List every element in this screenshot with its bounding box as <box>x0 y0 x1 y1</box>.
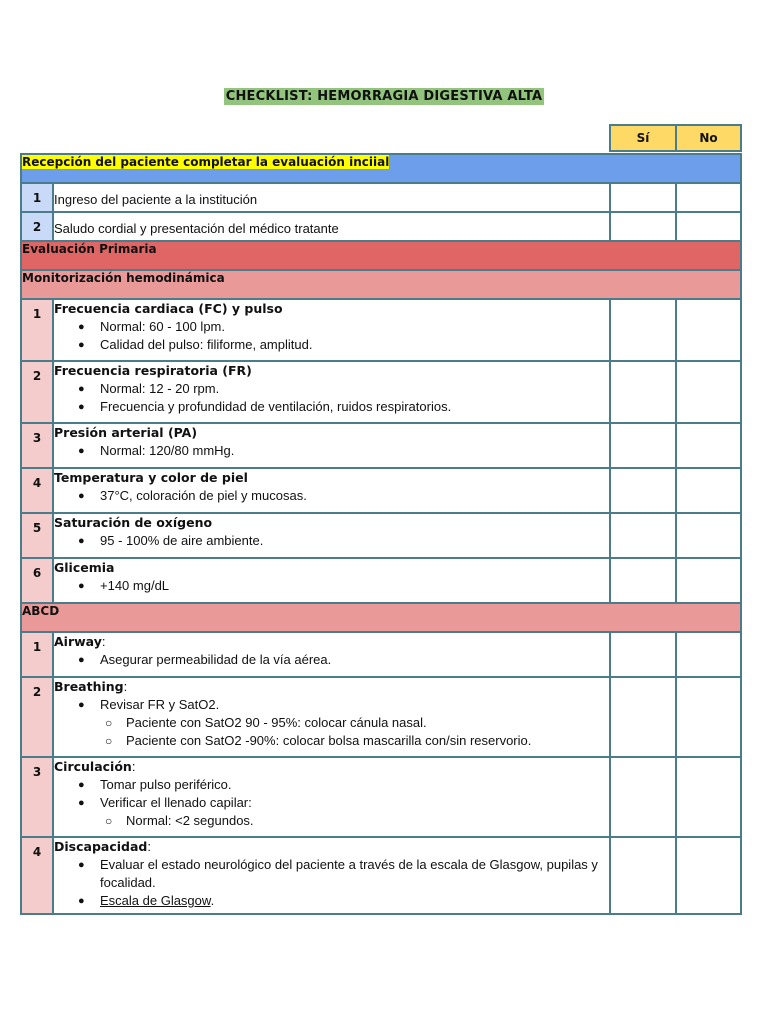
checkbox-si[interactable] <box>610 757 676 837</box>
checklist-row <box>21 677 741 757</box>
section-header-recepcion <box>21 154 741 183</box>
row-title: Airway <box>54 634 102 649</box>
bullet: Revisar FR y SatO2. <box>100 697 220 712</box>
row-number: 6 <box>21 558 53 603</box>
row-number: 4 <box>21 837 53 914</box>
section-title: Evaluación Primaria <box>21 241 741 270</box>
bullet: ● 95 - 100% de aire ambiente. <box>100 532 609 550</box>
row-number: 2 <box>21 361 53 423</box>
checkbox-si[interactable] <box>610 837 676 914</box>
checkbox-si[interactable] <box>610 423 676 468</box>
checklist-row <box>21 632 741 677</box>
checklist-row <box>21 183 741 212</box>
bullet: ● Normal: 12 - 20 rpm. <box>100 380 609 398</box>
row-title: Discapacidad <box>54 839 148 854</box>
checkbox-no[interactable] <box>676 468 741 513</box>
checkbox-no[interactable] <box>676 513 741 558</box>
checklist-table <box>20 153 742 915</box>
row-text: Saludo cordial y presentación del médico tratante <box>53 212 610 241</box>
section-title: Recepción del paciente completar la evaluación inciial <box>22 155 390 169</box>
row-number: 1 <box>21 183 53 212</box>
bullet: ● 37°C, coloración de piel y mucosas. <box>100 487 609 505</box>
bullet: Verificar el llenado capilar: <box>100 795 252 810</box>
colon: : <box>101 634 106 649</box>
sub-bullet: ○ Paciente con SatO2 90 - 95%: colocar cánula nasal. <box>126 714 609 732</box>
checklist-row <box>21 212 741 241</box>
checkbox-no[interactable] <box>676 212 741 241</box>
checklist-row <box>21 757 741 837</box>
checklist-row <box>21 423 741 468</box>
checkbox-no[interactable] <box>676 837 741 914</box>
bullet: ● Calidad del pulso: filiforme, amplitud. <box>100 336 609 354</box>
checkbox-no[interactable] <box>676 361 741 423</box>
glasgow-scale-link[interactable]: Escala de Glasgow <box>100 893 211 908</box>
row-number: 2 <box>21 212 53 241</box>
page-title: CHECKLIST: HEMORRAGIA DIGESTIVA ALTA <box>225 89 543 104</box>
row-title: Frecuencia cardiaca (FC) y pulso <box>54 301 283 316</box>
checkbox-no[interactable] <box>676 183 741 212</box>
checkbox-si[interactable] <box>610 677 676 757</box>
row-number: 4 <box>21 468 53 513</box>
colon: : <box>131 759 136 774</box>
colon: : <box>123 679 128 694</box>
bullet: ● Asegurar permeabilidad de la vía aérea. <box>100 651 609 669</box>
row-text: Ingreso del paciente a la institución <box>53 183 610 212</box>
row-title: Glicemia <box>54 560 115 575</box>
row-number: 1 <box>21 632 53 677</box>
section-header-evaluacion-primaria <box>21 241 741 270</box>
checkbox-no[interactable] <box>676 757 741 837</box>
row-number: 3 <box>21 423 53 468</box>
checklist-row <box>21 361 741 423</box>
row-title: Temperatura y color de piel <box>54 470 248 485</box>
checklist-row <box>21 468 741 513</box>
bullet: ● Normal: 60 - 100 lpm. <box>100 318 609 336</box>
link-suffix: . <box>210 893 215 908</box>
colon: : <box>147 839 151 854</box>
row-title: Saturación de oxígeno <box>54 515 213 530</box>
checkbox-no[interactable] <box>676 632 741 677</box>
row-number: 1 <box>21 299 53 361</box>
checkbox-si[interactable] <box>610 468 676 513</box>
section-title: ABCD <box>21 603 741 632</box>
row-title: Frecuencia respiratoria (FR) <box>54 363 252 378</box>
checkbox-si[interactable] <box>610 183 676 212</box>
checkbox-si[interactable] <box>610 513 676 558</box>
answer-column-header <box>609 124 742 152</box>
checkbox-no[interactable] <box>676 558 741 603</box>
bullet: ● Tomar pulso periférico. <box>100 776 609 794</box>
checklist-row <box>21 837 741 914</box>
checkbox-si[interactable] <box>610 299 676 361</box>
row-title: Presión arterial (PA) <box>54 425 198 440</box>
section-header-monitorizacion <box>21 270 741 299</box>
checkbox-si[interactable] <box>610 632 676 677</box>
section-title: Monitorización hemodinámica <box>21 270 741 299</box>
checkbox-si[interactable] <box>610 558 676 603</box>
checkbox-no[interactable] <box>676 677 741 757</box>
bullet: ● Frecuencia y profundidad de ventilación, ruidos respiratorios. <box>100 398 609 416</box>
checkbox-si[interactable] <box>610 212 676 241</box>
row-number: 3 <box>21 757 53 837</box>
row-number: 2 <box>21 677 53 757</box>
checkbox-si[interactable] <box>610 361 676 423</box>
bullet: ● Normal: 120/80 mmHg. <box>100 442 609 460</box>
bullet: ● +140 mg/dL <box>100 577 609 595</box>
sub-bullet: ○ Normal: <2 segundos. <box>126 812 609 830</box>
section-header-abcd <box>21 603 741 632</box>
checkbox-no[interactable] <box>676 299 741 361</box>
checklist-row <box>21 558 741 603</box>
sub-bullet: ○ Paciente con SatO2 -90%: colocar bolsa mascarilla con/sin reservorio. <box>126 732 609 750</box>
page-title-wrap <box>0 87 768 105</box>
bullet: ● Evaluar el estado neurológico del paciente a través de la escala de Glasgow, pupilas y focalidad. <box>100 856 609 892</box>
checklist-row <box>21 299 741 361</box>
row-title: Breathing <box>54 679 124 694</box>
row-title: Circulación <box>54 759 132 774</box>
column-no: No <box>676 125 741 151</box>
checklist-row <box>21 513 741 558</box>
checkbox-no[interactable] <box>676 423 741 468</box>
column-si: Sí <box>610 125 676 151</box>
row-number: 5 <box>21 513 53 558</box>
